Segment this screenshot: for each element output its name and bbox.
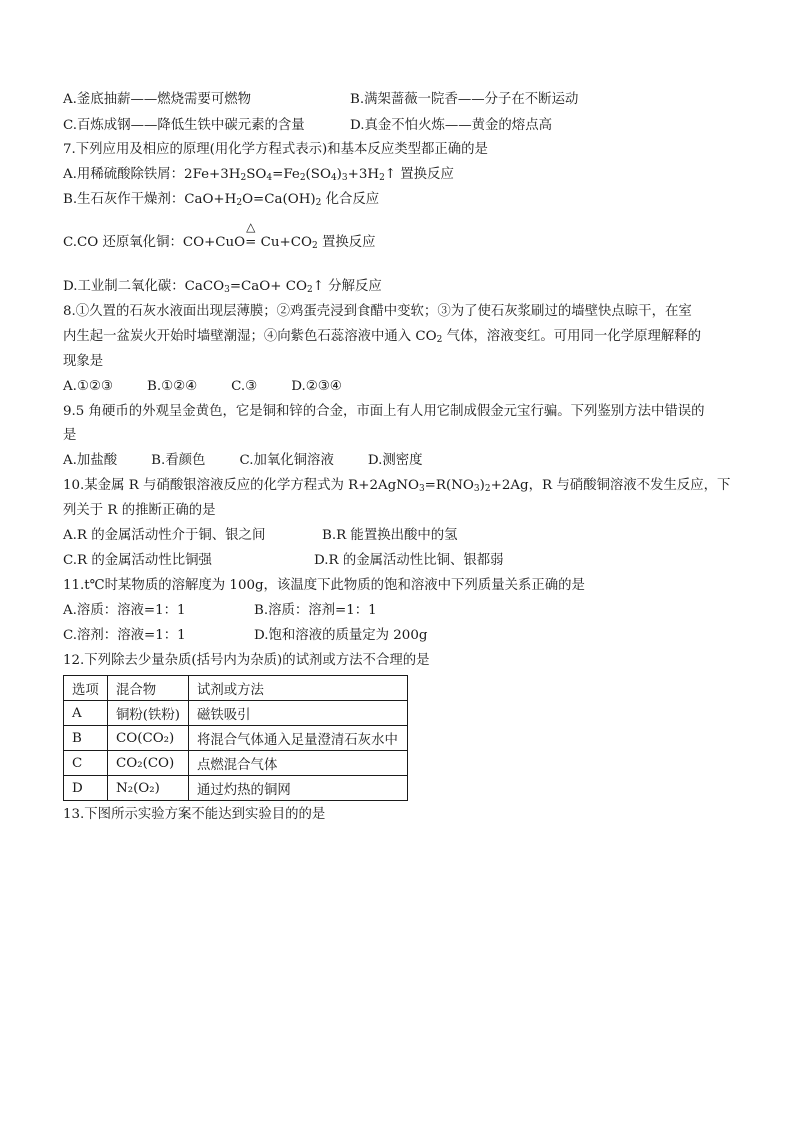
cell-method: 通过灼热的铜网 bbox=[189, 776, 408, 801]
table-row bbox=[64, 726, 408, 751]
q11-option-b: B.溶质：溶剂=1：1 bbox=[254, 603, 377, 618]
table-row bbox=[64, 701, 408, 726]
q11-option-c: C.溶剂：溶液=1：1 bbox=[63, 628, 186, 643]
q11-stem: 11.t℃时某物质的溶解度为 100g，该温度下此物质的饱和溶液中下列质量关系正确的是 bbox=[63, 578, 585, 593]
cell-option: D bbox=[64, 776, 108, 801]
cell-option: C bbox=[64, 751, 108, 776]
cell-mixture: CO₂(CO) bbox=[108, 751, 189, 776]
cell-method: 将混合气体通入足量澄清石灰水中 bbox=[189, 726, 408, 751]
q12-table bbox=[63, 675, 408, 801]
cell-method: 磁铁吸引 bbox=[189, 701, 408, 726]
delta-symbol: △ bbox=[246, 220, 256, 234]
q10-option-b: B.R 能置换出酸中的氢 bbox=[322, 528, 458, 543]
q10-option-d: D.R 的金属活动性比铜、银都弱 bbox=[314, 553, 504, 568]
q9-line-2: 是 bbox=[63, 428, 77, 443]
q10-line-1: 10.某金属 R 与硝酸银溶液反应的化学方程式为 $R+2AgNO_3=R(NO_3)_2+2Ag$，R 与硝酸铜溶液不发生反应，下 bbox=[63, 478, 731, 494]
table-row bbox=[64, 751, 408, 776]
header-option: 选项 bbox=[64, 676, 108, 701]
cell-method: 点燃混合气体 bbox=[189, 751, 408, 776]
q8-line-3: 现象是 bbox=[63, 354, 104, 369]
table-row bbox=[64, 776, 408, 801]
q6-option-a: A.釜底抽薪——燃烧需要可燃物 bbox=[63, 92, 252, 107]
cell-option: B bbox=[64, 726, 108, 751]
cell-mixture: N₂(O₂) bbox=[108, 776, 189, 801]
q11-option-a: A.溶质：溶液=1：1 bbox=[63, 603, 186, 618]
header-method: 试剂或方法 bbox=[189, 676, 408, 701]
cell-mixture: 铜粉(铁粉) bbox=[108, 701, 189, 726]
q7-option-a: A.用稀硫酸除铁屑：$2Fe+3H_2SO_4=Fe_2(SO_4)_3+3H_2↑$ 置换反应 bbox=[63, 167, 454, 183]
q12-stem: 12.下列除去少量杂质(括号内为杂质)的试剂或方法不合理的是 bbox=[63, 653, 430, 668]
q10-option-c: C.R 的金属活动性比铜强 bbox=[63, 553, 212, 568]
q10-option-a: A.R 的金属活动性介于铜、银之间 bbox=[63, 528, 266, 543]
cell-mixture: CO(CO₂) bbox=[108, 726, 189, 751]
q7-option-c: C.CO 还原氧化铜：CO+CuO △ = $Cu+CO_2$ 置换反应 bbox=[63, 220, 376, 251]
q6-option-c: C.百炼成钢——降低生铁中碳元素的含量 bbox=[63, 118, 305, 133]
q9-options: A.加盐酸 B.看颜色 C.加氧化铜溶液 D.测密度 bbox=[63, 453, 423, 468]
table-header-row bbox=[64, 676, 408, 701]
q9-line-1: 9.5 角硬币的外观呈金黄色，它是铜和锌的合金，市面上有人用它制成假金元宝行骗。下列鉴别方法中错误的 bbox=[63, 404, 705, 419]
heat-condition: △ = bbox=[245, 220, 257, 250]
q7-option-d: D.工业制二氧化碳：CaCO$_3$=CaO+ $CO_2↑$ 分解反应 bbox=[63, 279, 382, 295]
q8-line-2: 内生起一盆炭火开始时墙壁潮湿；④向紫色石蕊溶液中通入 $CO_2$ 气体，溶液变红。可用同一化学原理解释的 bbox=[63, 329, 702, 345]
q7-option-b: B.生石灰作干燥剂：$CaO+H_2O=Ca(OH)_2$ 化合反应 bbox=[63, 192, 380, 208]
q7-stem: 7.下列应用及相应的原理(用化学方程式表示)和基本反应类型都正确的是 bbox=[63, 142, 488, 157]
q10-line-2: 列关于 R 的推断正确的是 bbox=[63, 503, 216, 518]
q6-option-d: D.真金不怕火炼——黄金的熔点高 bbox=[350, 118, 552, 133]
q8-line-1: 8.①久置的石灰水液面出现层薄膜；②鸡蛋壳浸到食醋中变软；③为了使石灰浆刷过的墙壁快点晾干，在室 bbox=[63, 304, 692, 319]
cell-option: A bbox=[64, 701, 108, 726]
q11-option-d: D.饱和溶液的质量定为 200g bbox=[254, 628, 428, 643]
q6-option-b: B.满架蔷薇一院香——分子在不断运动 bbox=[350, 92, 579, 107]
header-mixture: 混合物 bbox=[108, 676, 189, 701]
q13-stem: 13.下图所示实验方案不能达到实验目的的是 bbox=[63, 807, 326, 822]
q8-options: A.①②③ B.①②④ C.③ D.②③④ bbox=[63, 379, 342, 394]
